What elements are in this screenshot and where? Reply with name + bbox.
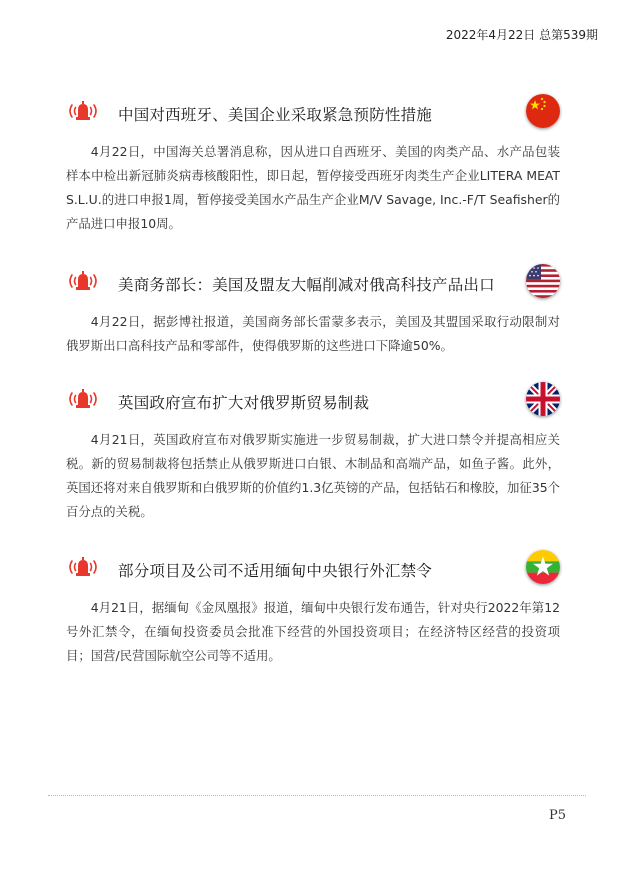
news-header [66,550,560,590]
myanmar-flag-icon [526,550,560,584]
issue-date: 2022年4月22日 总第539期 [445,28,598,42]
china-flag-icon [526,94,560,128]
news-item [66,382,560,524]
news-body: 4月21日，英国政府宣布对俄罗斯实施进一步贸易制裁，扩大进口禁令并提高相应关税。新的贸易制裁将包括禁止从俄罗斯进口白银、木制品和高端产品，如鱼子酱。此外，英国还将对来自俄罗斯和白俄罗斯的价值约1.3亿英镑的产品，包括钻石和橡胶，加征35个百分点的关税。 [66,432,560,519]
news-header [66,264,560,304]
news-body: 4月21日，据缅甸《金凤凰报》报道，缅甸中央银行发布通告，针对央行2022年第12号外汇禁令，在缅甸投资委员会批准下经营的外国投资项目；在经济特区经营的投资项目；国营/民营国际航空公司等不适用。 [66,600,560,663]
news-title: 中国对西班牙、美国企业采取紧急预防性措施 [118,106,433,124]
alarm-icon [66,387,100,411]
news-item [66,264,560,358]
page-number: P5 [548,808,566,823]
news-header [66,382,560,422]
alarm-icon [66,99,100,123]
news-body: 4月22日，中国海关总署消息称，因从进口自西班牙、美国的肉类产品、水产品包装样本中检出新冠肺炎病毒核酸阳性，即日起，暂停接受西班牙肉类生产企业LITERA MEAT S.L.U.的进口申报1周，暂停接受美国水产品生产企业M/V Savage, Inc.-F/T Seafisher的产品进口申报10周。 [66,144,560,231]
usa-flag-icon [526,264,560,298]
footer-divider [48,795,586,796]
alarm-icon [66,555,100,579]
news-title: 部分项目及公司不适用缅甸中央银行外汇禁令 [118,562,433,580]
news-item [66,550,560,668]
alarm-icon [66,269,100,293]
news-header [66,94,560,134]
news-body: 4月22日，据彭博社报道，美国商务部长雷蒙多表示，美国及其盟国采取行动限制对俄罗斯出口高科技产品和零部件，使得俄罗斯的这些进口下降逾50%。 [66,314,560,353]
news-item [66,94,560,236]
news-title: 美商务部长：美国及盟友大幅削减对俄高科技产品出口 [118,276,495,294]
news-title: 英国政府宣布扩大对俄罗斯贸易制裁 [118,394,370,412]
uk-flag-icon [526,382,560,416]
